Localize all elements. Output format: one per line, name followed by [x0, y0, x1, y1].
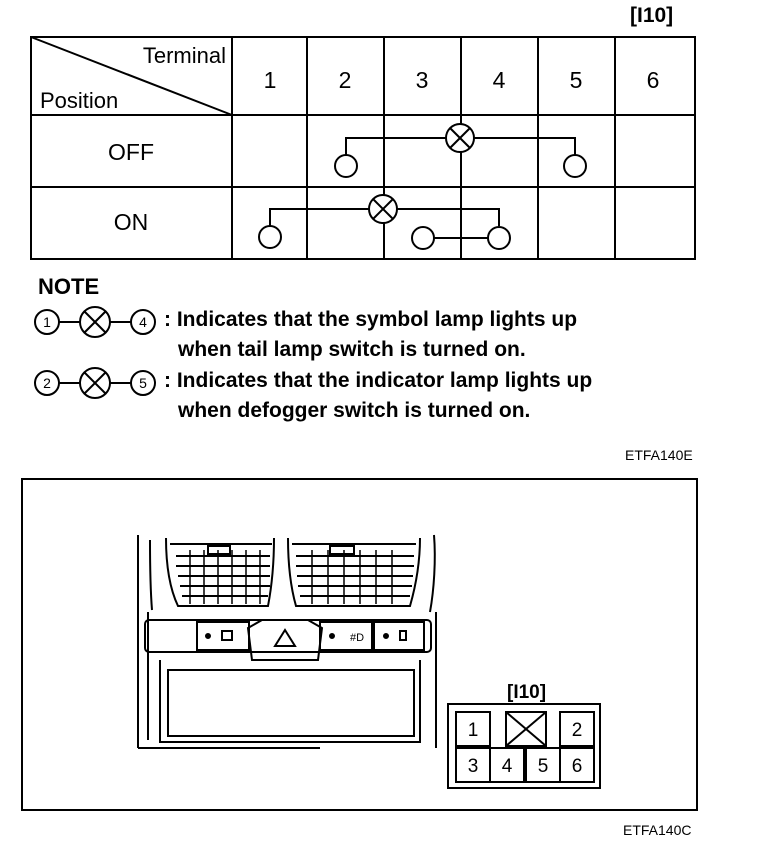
fog-switch: [320, 622, 372, 650]
note-symbol-1-to: 4: [139, 314, 147, 330]
diagram-reference: [I10]: [630, 4, 674, 27]
terminal-header: 1: [263, 67, 277, 93]
lamp-icon: [446, 124, 474, 152]
corner-terminal-label: Terminal: [142, 43, 226, 68]
terminal-header: 6: [646, 67, 660, 93]
note-symbol-1: [35, 307, 155, 337]
audio-opening: [168, 670, 414, 736]
figure-code-top: ETFA140E: [625, 447, 693, 463]
note-heading: NOTE: [38, 274, 100, 299]
note-symbol-1-from: 1: [43, 314, 51, 330]
connector-pin-label: 6: [571, 756, 583, 777]
terminal-5-circle: [564, 155, 586, 177]
connector-pin-label: 1: [467, 720, 479, 741]
note-symbol-2-to: 5: [139, 375, 147, 391]
connector-pin-label: 5: [537, 756, 549, 777]
figure-frame: [22, 479, 697, 810]
hazard-switch: [248, 620, 322, 660]
right-air-vent: [288, 538, 420, 606]
left-air-vent: [166, 538, 274, 606]
row-position-label: OFF: [108, 139, 154, 165]
dashboard-console-illustration: [138, 535, 436, 748]
note-symbol-2: [35, 368, 155, 398]
connector-label: [I10]: [507, 682, 547, 703]
note-1-line-2: when tail lamp switch is turned on.: [178, 338, 526, 361]
note-2-line-1: : Indicates that the indicator lamp lights up: [164, 369, 593, 392]
hazard-icon: [275, 630, 295, 646]
note-symbol-2-from: 2: [43, 375, 51, 391]
connector-pin-label: 2: [571, 720, 583, 741]
terminal-header: 4: [492, 67, 506, 93]
terminal-header: 2: [338, 67, 352, 93]
terminal-4-circle: [488, 227, 510, 249]
note-2-line-2: when defogger switch is turned on.: [178, 399, 531, 422]
terminal-2-circle: [335, 155, 357, 177]
row-position-label: ON: [113, 209, 149, 235]
terminal-header: 5: [569, 67, 583, 93]
terminal-1-circle: [259, 226, 281, 248]
note-1-line-1: : Indicates that the symbol lamp lights up: [164, 308, 578, 331]
terminal-header: 3: [415, 67, 429, 93]
corner-position-label: Position: [40, 88, 119, 113]
lamp-icon: [369, 195, 397, 223]
terminal-3-circle: [412, 227, 434, 249]
svg-text:#D: #D: [350, 632, 365, 644]
connector-pin-label: 4: [501, 756, 513, 777]
figure-code-bottom: ETFA140C: [623, 822, 692, 838]
connector-pin-label: 3: [467, 756, 479, 777]
